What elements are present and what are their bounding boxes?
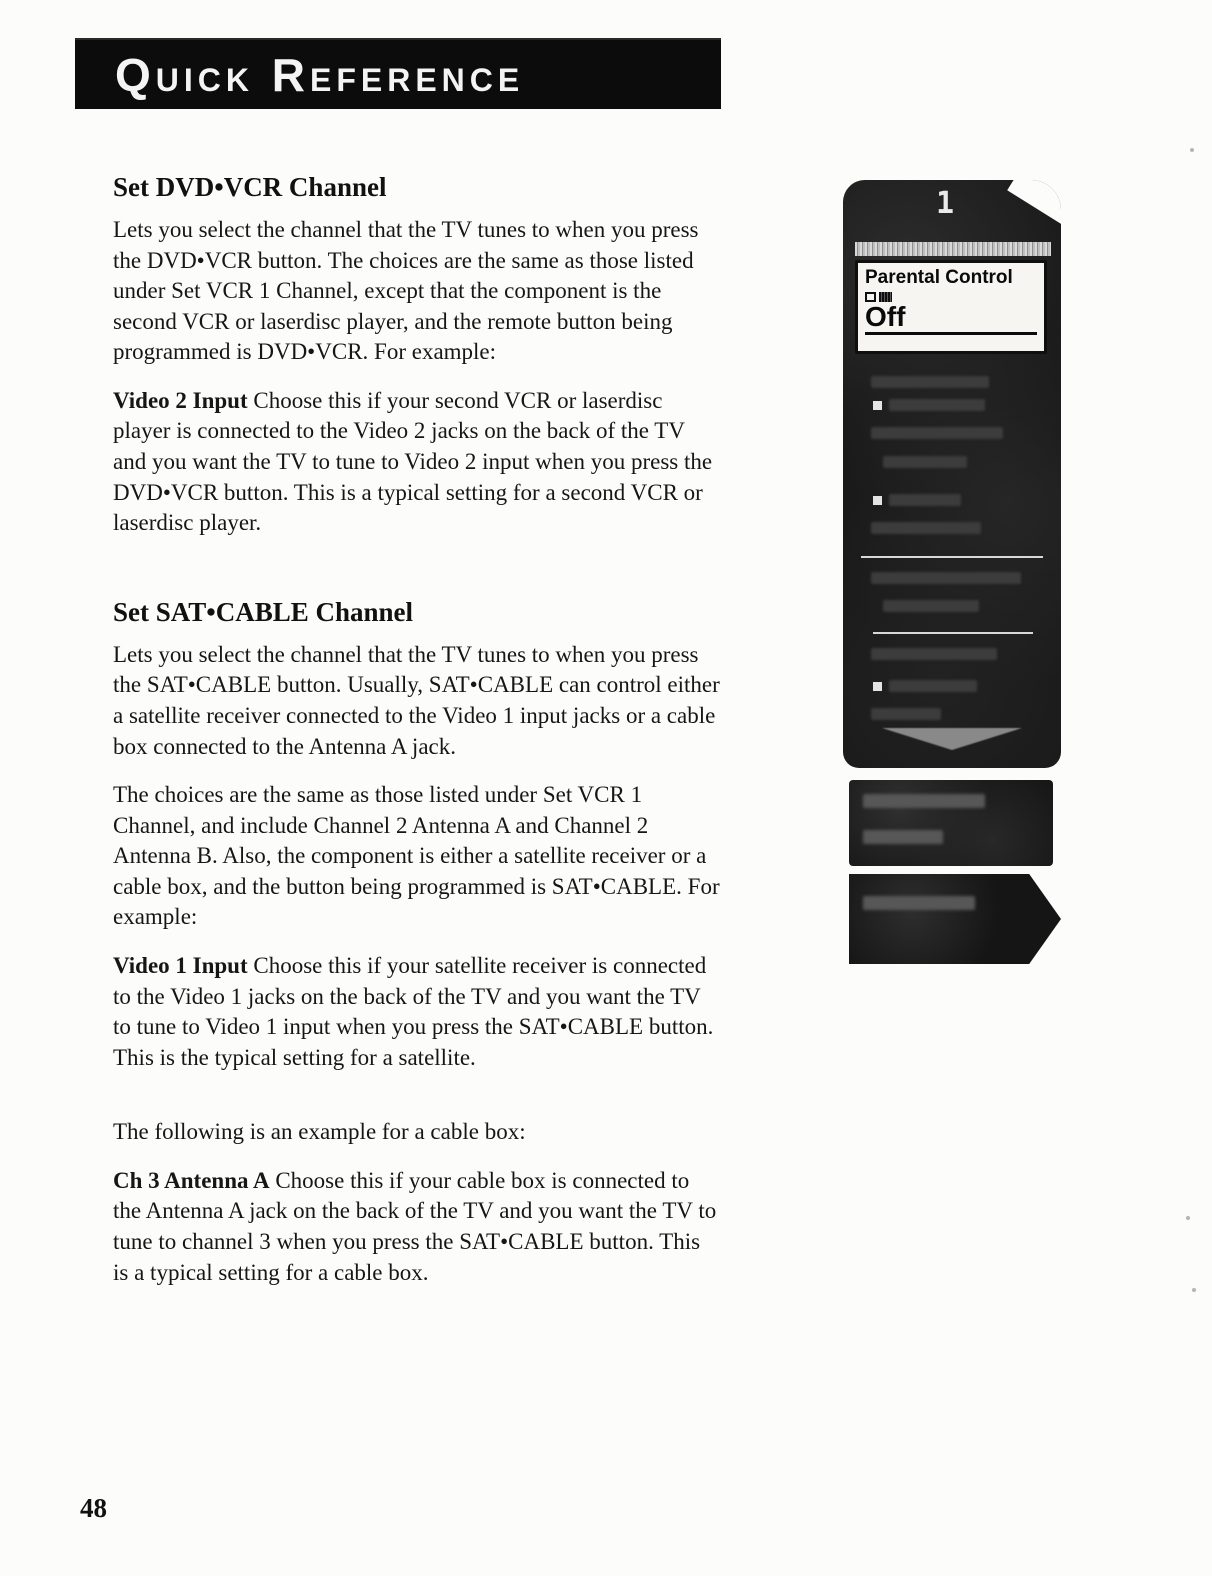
illegible-menu-row — [889, 680, 977, 692]
dither-strip — [855, 242, 1051, 256]
page-content — [113, 172, 721, 1306]
menu-screen — [843, 180, 1061, 768]
bullet-square-icon — [873, 401, 882, 410]
paragraph-text: The following is an example for a cable box: — [113, 1119, 526, 1145]
bullet-square-icon — [873, 496, 882, 505]
bullet-square-icon — [873, 682, 882, 691]
paragraph — [113, 1166, 721, 1288]
illegible-menu-row — [871, 572, 1021, 584]
illegible-menu-row — [871, 708, 941, 720]
illegible-menu-row — [871, 648, 997, 660]
scan-speck — [1186, 1216, 1190, 1220]
paragraph-text: Lets you select the channel that the TV tunes to when you press the SAT•CABLE button. Usually, SAT•CABLE can control either a satellite receiver connected to the Video 1 input jacks or a cable box connected to the Antenna A jack. — [113, 641, 720, 759]
paragraph — [113, 951, 721, 1073]
paragraph-text: Choose this if your cable box is connected to the Antenna A jack on the back of the TV and you want the TV to tune to channel 3 when you press the SAT•CABLE button. This is a typical setting for a cable box. — [113, 1167, 717, 1285]
menu-bar-arrow — [849, 874, 1061, 964]
paragraph — [113, 386, 721, 539]
illegible-menu-row — [871, 376, 989, 388]
illegible-menu-row — [883, 600, 979, 612]
illegible-menu-row — [871, 522, 981, 534]
illegible-bar-text — [863, 794, 985, 808]
section-dvd-vcr-channel — [113, 172, 721, 539]
page-title: Quick Reference — [115, 48, 525, 101]
illegible-menu-row — [871, 427, 1003, 439]
section-sat-cable-channel — [113, 597, 721, 1288]
panel-value-row — [865, 303, 1037, 335]
scroll-down-arrow-icon — [882, 728, 1022, 750]
section-heading: Set DVD•VCR Channel — [113, 172, 387, 202]
panel-title: Parental Control — [865, 267, 1013, 288]
separator-line — [861, 556, 1043, 558]
illegible-menu-row — [883, 456, 967, 468]
paragraph-text: Lets you select the channel that the TV tunes to when you press the DVD•VCR button. The choices are the same as those listed under Set VCR 1 Channel, except that the component is the second VCR or laserdisc player, and the remote button being programmed is DVD•VCR. For example: — [113, 217, 699, 365]
channel-digit: 1 — [935, 186, 955, 221]
paragraph — [113, 1117, 721, 1148]
paragraph — [113, 215, 721, 368]
illegible-menu-row — [889, 494, 961, 506]
paragraph-text: Choose this if your second VCR or laserdisc player is connected to the Video 2 jacks on the back of the TV and you want the TV to tune to Video 2 input when you press the DVD•VCR button. This is a typical setting for a second VCR or laserdisc player. — [113, 387, 713, 536]
paragraph — [113, 780, 721, 933]
paragraph-text: The choices are the same as those listed under Set VCR 1 Channel, and include Channel 2 Antenna A and Channel 2 Antenna B. Also, the component is either a satellite receiver or a cable box, and the button being programmed is SAT•CABLE. For example: — [113, 782, 720, 930]
illegible-bar-text — [863, 830, 943, 844]
parental-control-panel — [855, 260, 1047, 354]
scan-speck — [1192, 1288, 1196, 1292]
separator-line — [873, 632, 1033, 634]
illegible-menu-row — [889, 399, 985, 411]
paragraph-text: Choose this if your satellite receiver is connected to the Video 1 jacks on the back of the TV and you want the TV to tune to Video 1 input when you press the SAT•CABLE button. This is the typical setting for a satellite. — [113, 952, 714, 1070]
header-bar — [75, 38, 721, 109]
paragraph-lead: Video 1 Input — [113, 952, 248, 978]
paragraph-lead: Video 2 Input — [113, 387, 248, 413]
menu-bar-upper — [849, 780, 1053, 866]
section-heading: Set SAT•CABLE Channel — [113, 596, 414, 627]
page-number: 48 — [80, 1493, 107, 1523]
tv-menu-screenshot — [843, 180, 1061, 968]
illegible-bar-text — [863, 896, 975, 910]
scan-speck — [1190, 148, 1194, 152]
paragraph — [113, 640, 721, 762]
panel-value: Off — [865, 301, 906, 332]
paragraph-lead: Ch 3 Antenna A — [113, 1167, 270, 1193]
